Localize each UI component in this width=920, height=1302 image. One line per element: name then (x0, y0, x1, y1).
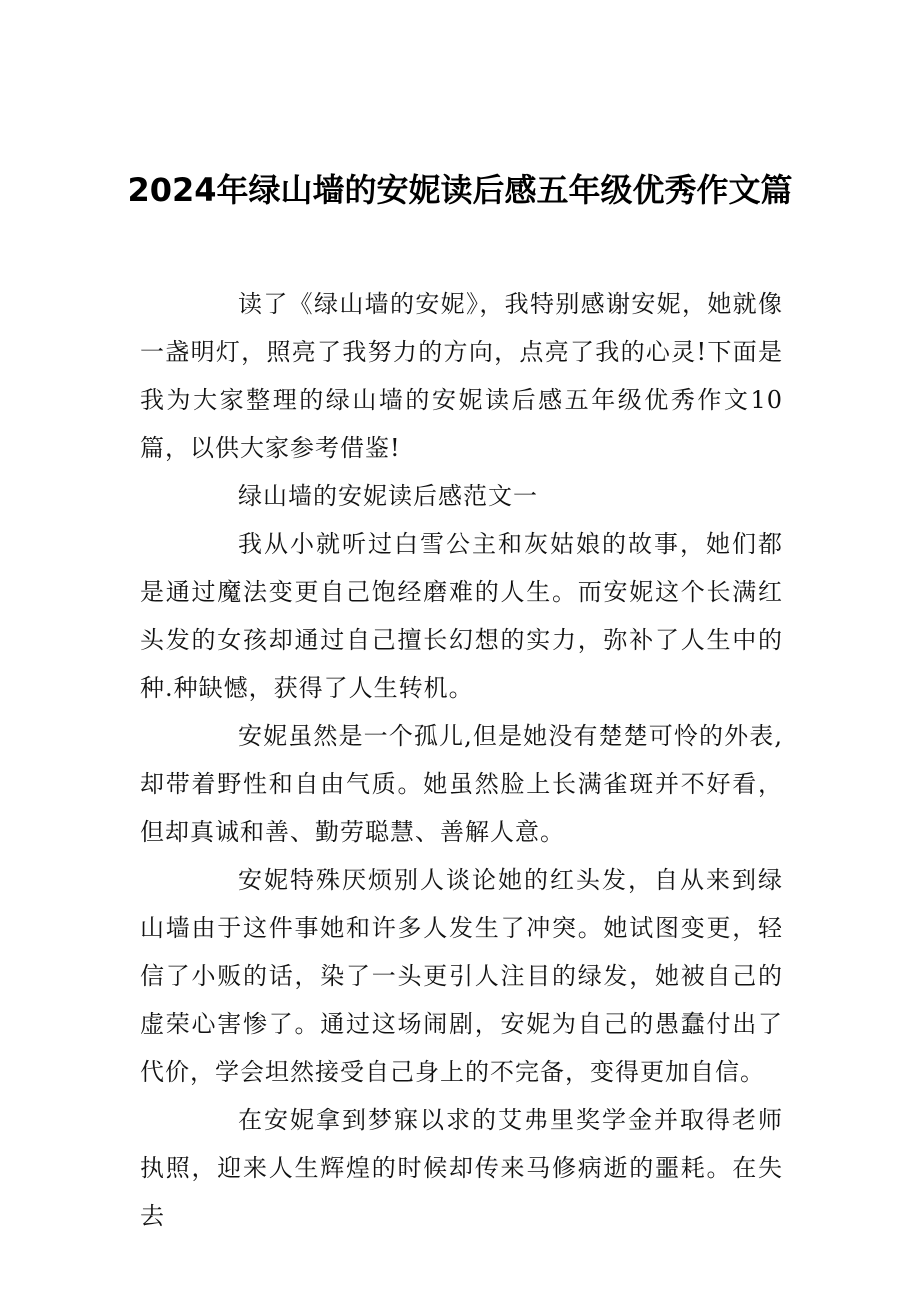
body-paragraph: 在安妮拿到梦寐以求的艾弗里奖学金并取得老师执照，迎来人生辉煌的时候却传来马修病逝的噩耗。在失去 (140, 1106, 783, 1230)
document-title: 2024年绿山墙的安妮读后感五年级优秀作文篇 (127, 171, 793, 210)
intro-paragraph: 读了《绿山墙的安妮》，我特别感谢安妮，她就像一盏明灯，照亮了我努力的方向，点亮了我的心灵!下面是我为大家整理的绿山墙的安妮读后感五年级优秀作文10篇，以供大家参考借鉴! (140, 290, 783, 462)
body-paragraph: 安妮特殊厌烦别人谈论她的红头发，自从来到绿山墙由于这件事她和许多人发生了冲突。她试图变更，轻信了小贩的话，染了一头更引人注目的绿发，她被自己的虚荣心害惨了。通过这场闹剧，安妮为自己的愚蠢付出了代价，学会坦然接受自己身上的不完备，变得更加自信。 (140, 866, 783, 1086)
body-paragraph: 安妮虽然是一个孤儿,但是她没有楚楚可怜的外表,却带着野性和自由气质。她虽然脸上长满雀斑并不好看，但却真诚和善、勤劳聪慧、善解人意。 (140, 722, 783, 846)
document-body (140, 280, 783, 1240)
section-heading: 绿山墙的安妮读后感范文一 (238, 482, 538, 510)
body-paragraph: 我从小就听过白雪公主和灰姑娘的故事，她们都是通过魔法变更自己饱经磨难的人生。而安妮这个长满红头发的女孩却通过自己擅长幻想的实力，弥补了人生中的种.种缺憾，获得了人生转机。 (140, 530, 783, 702)
